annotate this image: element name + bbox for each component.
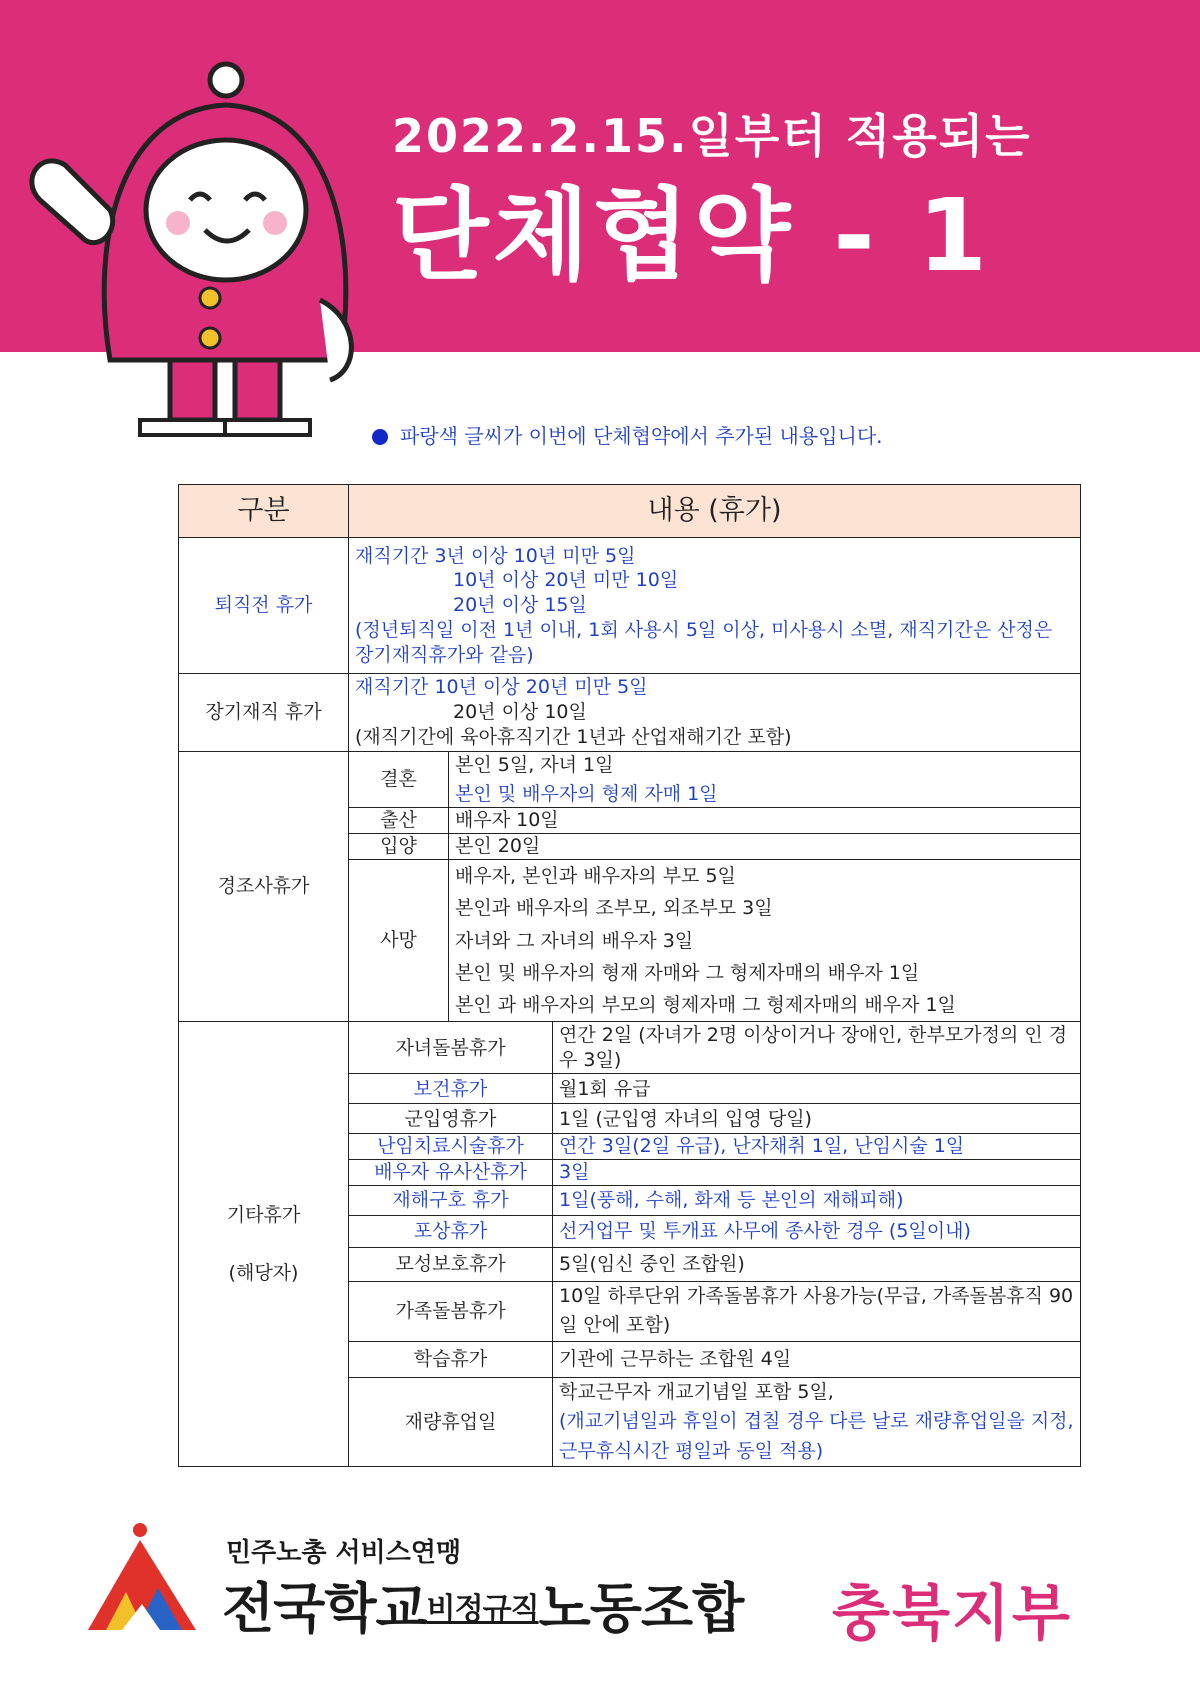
union-name-part: 비정규직 bbox=[426, 1592, 539, 1627]
table-row bbox=[179, 538, 1081, 674]
legend-note-text: 파랑색 글씨가 이번에 단체협약에서 추가된 내용입니다. bbox=[400, 424, 883, 448]
sub-label-maternity: 모성보호휴가 bbox=[349, 1247, 553, 1281]
content-line: 본인과 배우자의 조부모, 외조부모 3일 bbox=[455, 897, 773, 920]
sub-content-miscarriage: 3일 bbox=[553, 1160, 1081, 1186]
sub-content-birth: 배우자 10일 bbox=[449, 808, 1081, 834]
column-header-content: 내용 (휴가) bbox=[349, 485, 1081, 538]
row-label-family-events: 경조사휴가 bbox=[179, 752, 349, 1022]
sub-label-death: 사망 bbox=[349, 860, 449, 1022]
union-name bbox=[222, 1566, 743, 1643]
sub-content-death bbox=[449, 860, 1081, 1022]
sub-content-reward: 선거업무 및 투개표 사무에 종사한 경우 (5일이내) bbox=[553, 1215, 1081, 1247]
content-line: 20년 이상 15일 bbox=[453, 594, 587, 617]
sub-content-familycare: 10일 하루단위 가족돌봄휴가 사용가능(무급, 가족돌봄휴직 90일 안에 포함) bbox=[553, 1281, 1081, 1341]
sub-content-maternity: 5일(임신 중인 조합원) bbox=[553, 1247, 1081, 1281]
content-line: 20년 이상 10일 bbox=[453, 701, 587, 724]
table-row bbox=[179, 1022, 1081, 1074]
sub-label-disaster: 재해구호 휴가 bbox=[349, 1185, 553, 1215]
sub-content-discretionary bbox=[553, 1377, 1081, 1466]
row-label-retire: 퇴직전 휴가 bbox=[179, 538, 349, 674]
sub-label-discretionary: 재량휴업일 bbox=[349, 1377, 553, 1466]
table-row bbox=[179, 752, 1081, 808]
content-line: 배우자, 본인과 배우자의 부모 5일 bbox=[455, 865, 736, 887]
sub-label-marriage: 결혼 bbox=[349, 752, 449, 808]
row-label-longterm: 장기재직 휴가 bbox=[179, 674, 349, 752]
sub-label-miscarriage: 배우자 유사산휴가 bbox=[349, 1160, 553, 1186]
sub-label-reward: 포상휴가 bbox=[349, 1215, 553, 1247]
bullet-icon bbox=[372, 429, 388, 445]
sub-label-health: 보건휴가 bbox=[349, 1074, 553, 1104]
sub-label-study: 학습휴가 bbox=[349, 1341, 553, 1377]
content-line: (재직기간에 육아휴직기간 1년과 산업재해기간 포함) bbox=[355, 725, 792, 748]
mascot-illustration bbox=[0, 60, 380, 440]
row-label-other bbox=[179, 1022, 349, 1467]
sub-content-health: 월1회 유급 bbox=[553, 1074, 1081, 1104]
branch-name: 충북지부 bbox=[832, 1579, 1072, 1649]
header-subtitle: 2022.2.15.일부터 적용되는 bbox=[392, 109, 1032, 163]
content-line: 재직기간 3년 이상 10년 미만 5일 bbox=[355, 544, 636, 567]
content-line: 학교근무자 개교기념일 포함 5일, bbox=[559, 1380, 834, 1403]
content-line: 본인 과 배우자의 부모의 형제자매 그 형제자매의 배우자 1일 bbox=[455, 994, 956, 1017]
other-label: 기타휴가 bbox=[226, 1203, 301, 1226]
sub-content-childcare: 연간 2일 (자녀가 2명 이상이거나 장애인, 한부모가정의 인 경우 3일) bbox=[553, 1022, 1081, 1074]
sub-label-military: 군입영휴가 bbox=[349, 1104, 553, 1134]
sub-content-adoption: 본인 20일 bbox=[449, 834, 1081, 860]
column-header-category: 구분 bbox=[179, 485, 349, 538]
sub-label-childcare: 자녀돌봄휴가 bbox=[349, 1022, 553, 1074]
row-content-retire bbox=[349, 538, 1081, 674]
union-name-part: 전국학교 bbox=[222, 1577, 427, 1640]
row-content-longterm bbox=[349, 674, 1081, 752]
sub-label-infertility: 난임치료시술휴가 bbox=[349, 1134, 553, 1160]
sub-content-disaster: 1일(풍해, 수해, 화재 등 본인의 재해피해) bbox=[553, 1185, 1081, 1215]
page-title: 단체협약 - 1 bbox=[392, 177, 992, 294]
sub-content-marriage bbox=[449, 752, 1081, 808]
other-sublabel: (해당자) bbox=[228, 1262, 299, 1285]
content-line: (개교기념일과 휴일이 겹칠 경우 다른 날로 재량휴업일을 지정, 근무휴식시간 평일과 동일 적용) bbox=[559, 1410, 1074, 1462]
content-line: 본인 및 배우자의 형제 자매 1일 bbox=[455, 782, 718, 805]
legend-note bbox=[372, 420, 883, 449]
sub-content-infertility: 연간 3일(2일 유급), 난자채취 1일, 난임시술 1일 bbox=[553, 1134, 1081, 1160]
sub-label-familycare: 가족돌봄휴가 bbox=[349, 1281, 553, 1341]
sub-label-birth: 출산 bbox=[349, 808, 449, 834]
content-line: (정년퇴직일 이전 1년 이내, 1회 사용시 5일 이상, 미사용시 소멸, 재직기간은 산정은 장기재직휴가와 같음) bbox=[355, 618, 1053, 666]
table-header-row bbox=[179, 485, 1081, 538]
content-line: 재직기간 10년 이상 20년 미만 5일 bbox=[355, 676, 648, 699]
leave-table bbox=[178, 484, 1081, 1467]
union-name-part: 노동조합 bbox=[538, 1577, 744, 1640]
union-logo-icon bbox=[86, 1522, 198, 1632]
sub-content-military: 1일 (군입영 자녀의 입영 당일) bbox=[553, 1104, 1081, 1134]
content-line: 본인 및 배우자의 형재 자매와 그 형제자매의 배우자 1일 bbox=[455, 961, 920, 984]
content-line: 본인 5일, 자녀 1일 bbox=[455, 753, 614, 776]
content-line: 자녀와 그 자녀의 배우자 3일 bbox=[455, 929, 694, 952]
content-line: 10년 이상 20년 미만 10일 bbox=[453, 569, 679, 592]
sub-label-adoption: 입양 bbox=[349, 834, 449, 860]
table-row bbox=[179, 674, 1081, 752]
sub-content-study: 기관에 근무하는 조합원 4일 bbox=[553, 1341, 1081, 1377]
federation-name: 민주노총 서비스연맹 bbox=[226, 1538, 462, 1568]
